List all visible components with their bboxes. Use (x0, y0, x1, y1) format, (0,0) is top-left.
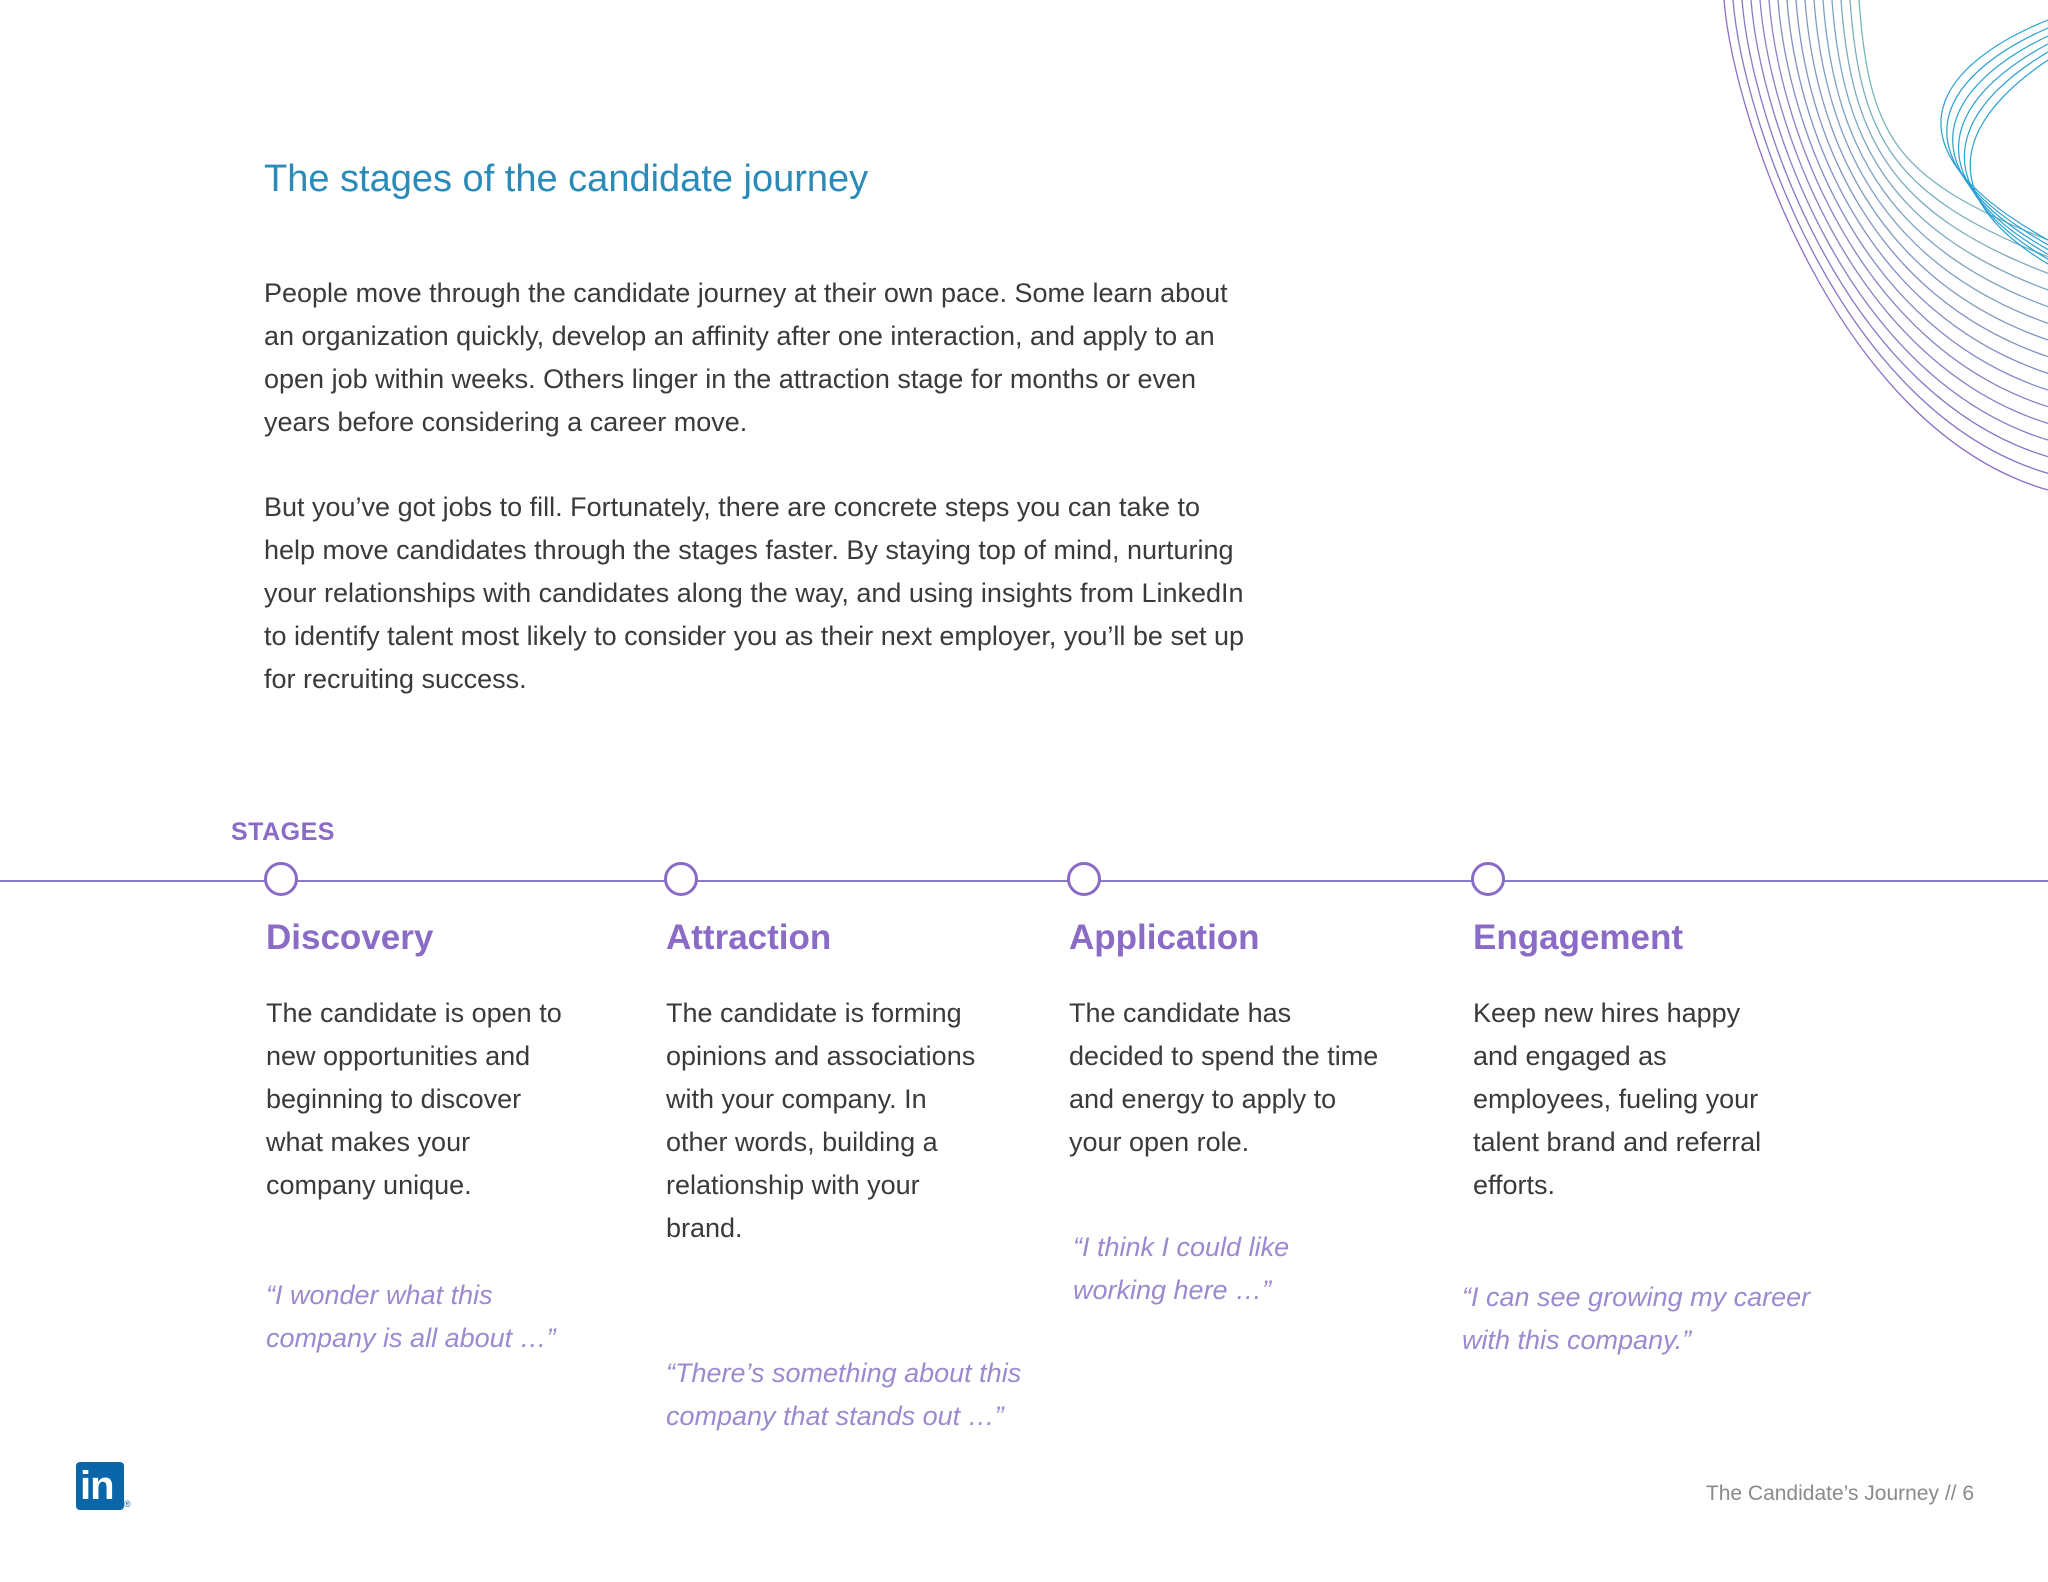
wave-line (1823, 0, 2048, 307)
footer-page-label: The Candidate’s Journey // 6 (1705, 1482, 1974, 1505)
intro-text (264, 272, 1244, 743)
wave-line (1953, 36, 2048, 250)
stage-quote-attraction: “There’s something about this company that stands out …” (666, 1358, 1022, 1431)
stage-title-application: Application (1069, 918, 1260, 957)
wave-line (1724, 0, 2048, 490)
registered-mark: ® (124, 1499, 131, 1509)
intro-paragraph: People move through the candidate journey at their own pace. Some learn about an organization quickly, develop an affinity after one interaction, and apply to an open job within weeks. Others linger in the attraction stage for months or even years before considering a career move. (264, 278, 1228, 437)
wave-line (1964, 52, 2048, 259)
stage-title-attraction: Attraction (666, 918, 832, 957)
linkedin-logo-text: in (80, 1464, 114, 1508)
decorative-wave-lines (1718, 0, 2048, 500)
wave-line (1841, 0, 2048, 273)
wave-line (1796, 0, 2048, 357)
stages-label: STAGES (231, 818, 335, 846)
wave-line (1769, 0, 2048, 407)
timeline-line (0, 880, 2048, 882)
stage-description-discovery: The candidate is open to new opportunities and beginning to discover what makes your company unique. (266, 998, 562, 1200)
stage-description-application: The candidate has decided to spend the time and energy to apply to your open role. (1069, 998, 1379, 1157)
stage-quote-application: “I think I could like working here …” (1073, 1232, 1290, 1305)
stage-description-engagement: Keep new hires happy and engaged as employees, fueling your talent brand and referral efforts. (1473, 998, 1762, 1200)
stage-marker-application (1067, 862, 1101, 896)
stage-description-attraction: The candidate is forming opinions and associations with your company. In other words, building a relationship with your brand. (666, 998, 976, 1243)
stage-quote-engagement: “I can see growing my career with this company.” (1462, 1282, 1811, 1355)
stage-title-engagement: Engagement (1473, 918, 1684, 957)
wave-line (1859, 0, 2048, 240)
wave-line (1805, 0, 2048, 340)
stage-quote-discovery: “I wonder what this company is all about …” (266, 1280, 556, 1353)
wave-line (1947, 28, 2048, 245)
stage-marker-engagement (1471, 862, 1505, 896)
stage-marker-discovery (264, 862, 298, 896)
wave-line (1787, 0, 2048, 373)
stage-marker-attraction (664, 862, 698, 896)
stage-title-discovery: Discovery (266, 918, 434, 957)
linkedin-logo (76, 1462, 124, 1510)
intro-paragraph: But you’ve got jobs to fill. Fortunately, there are concrete steps you can take to help move candidates through the stages faster. By staying top of mind, nurturing your relationships with candidates along the way, and using insights from LinkedIn to identify talent most likely to consider you as their next employer, you’ll be set up for recruiting success. (264, 492, 1245, 694)
page-title: The stages of the candidate journey (264, 158, 869, 200)
